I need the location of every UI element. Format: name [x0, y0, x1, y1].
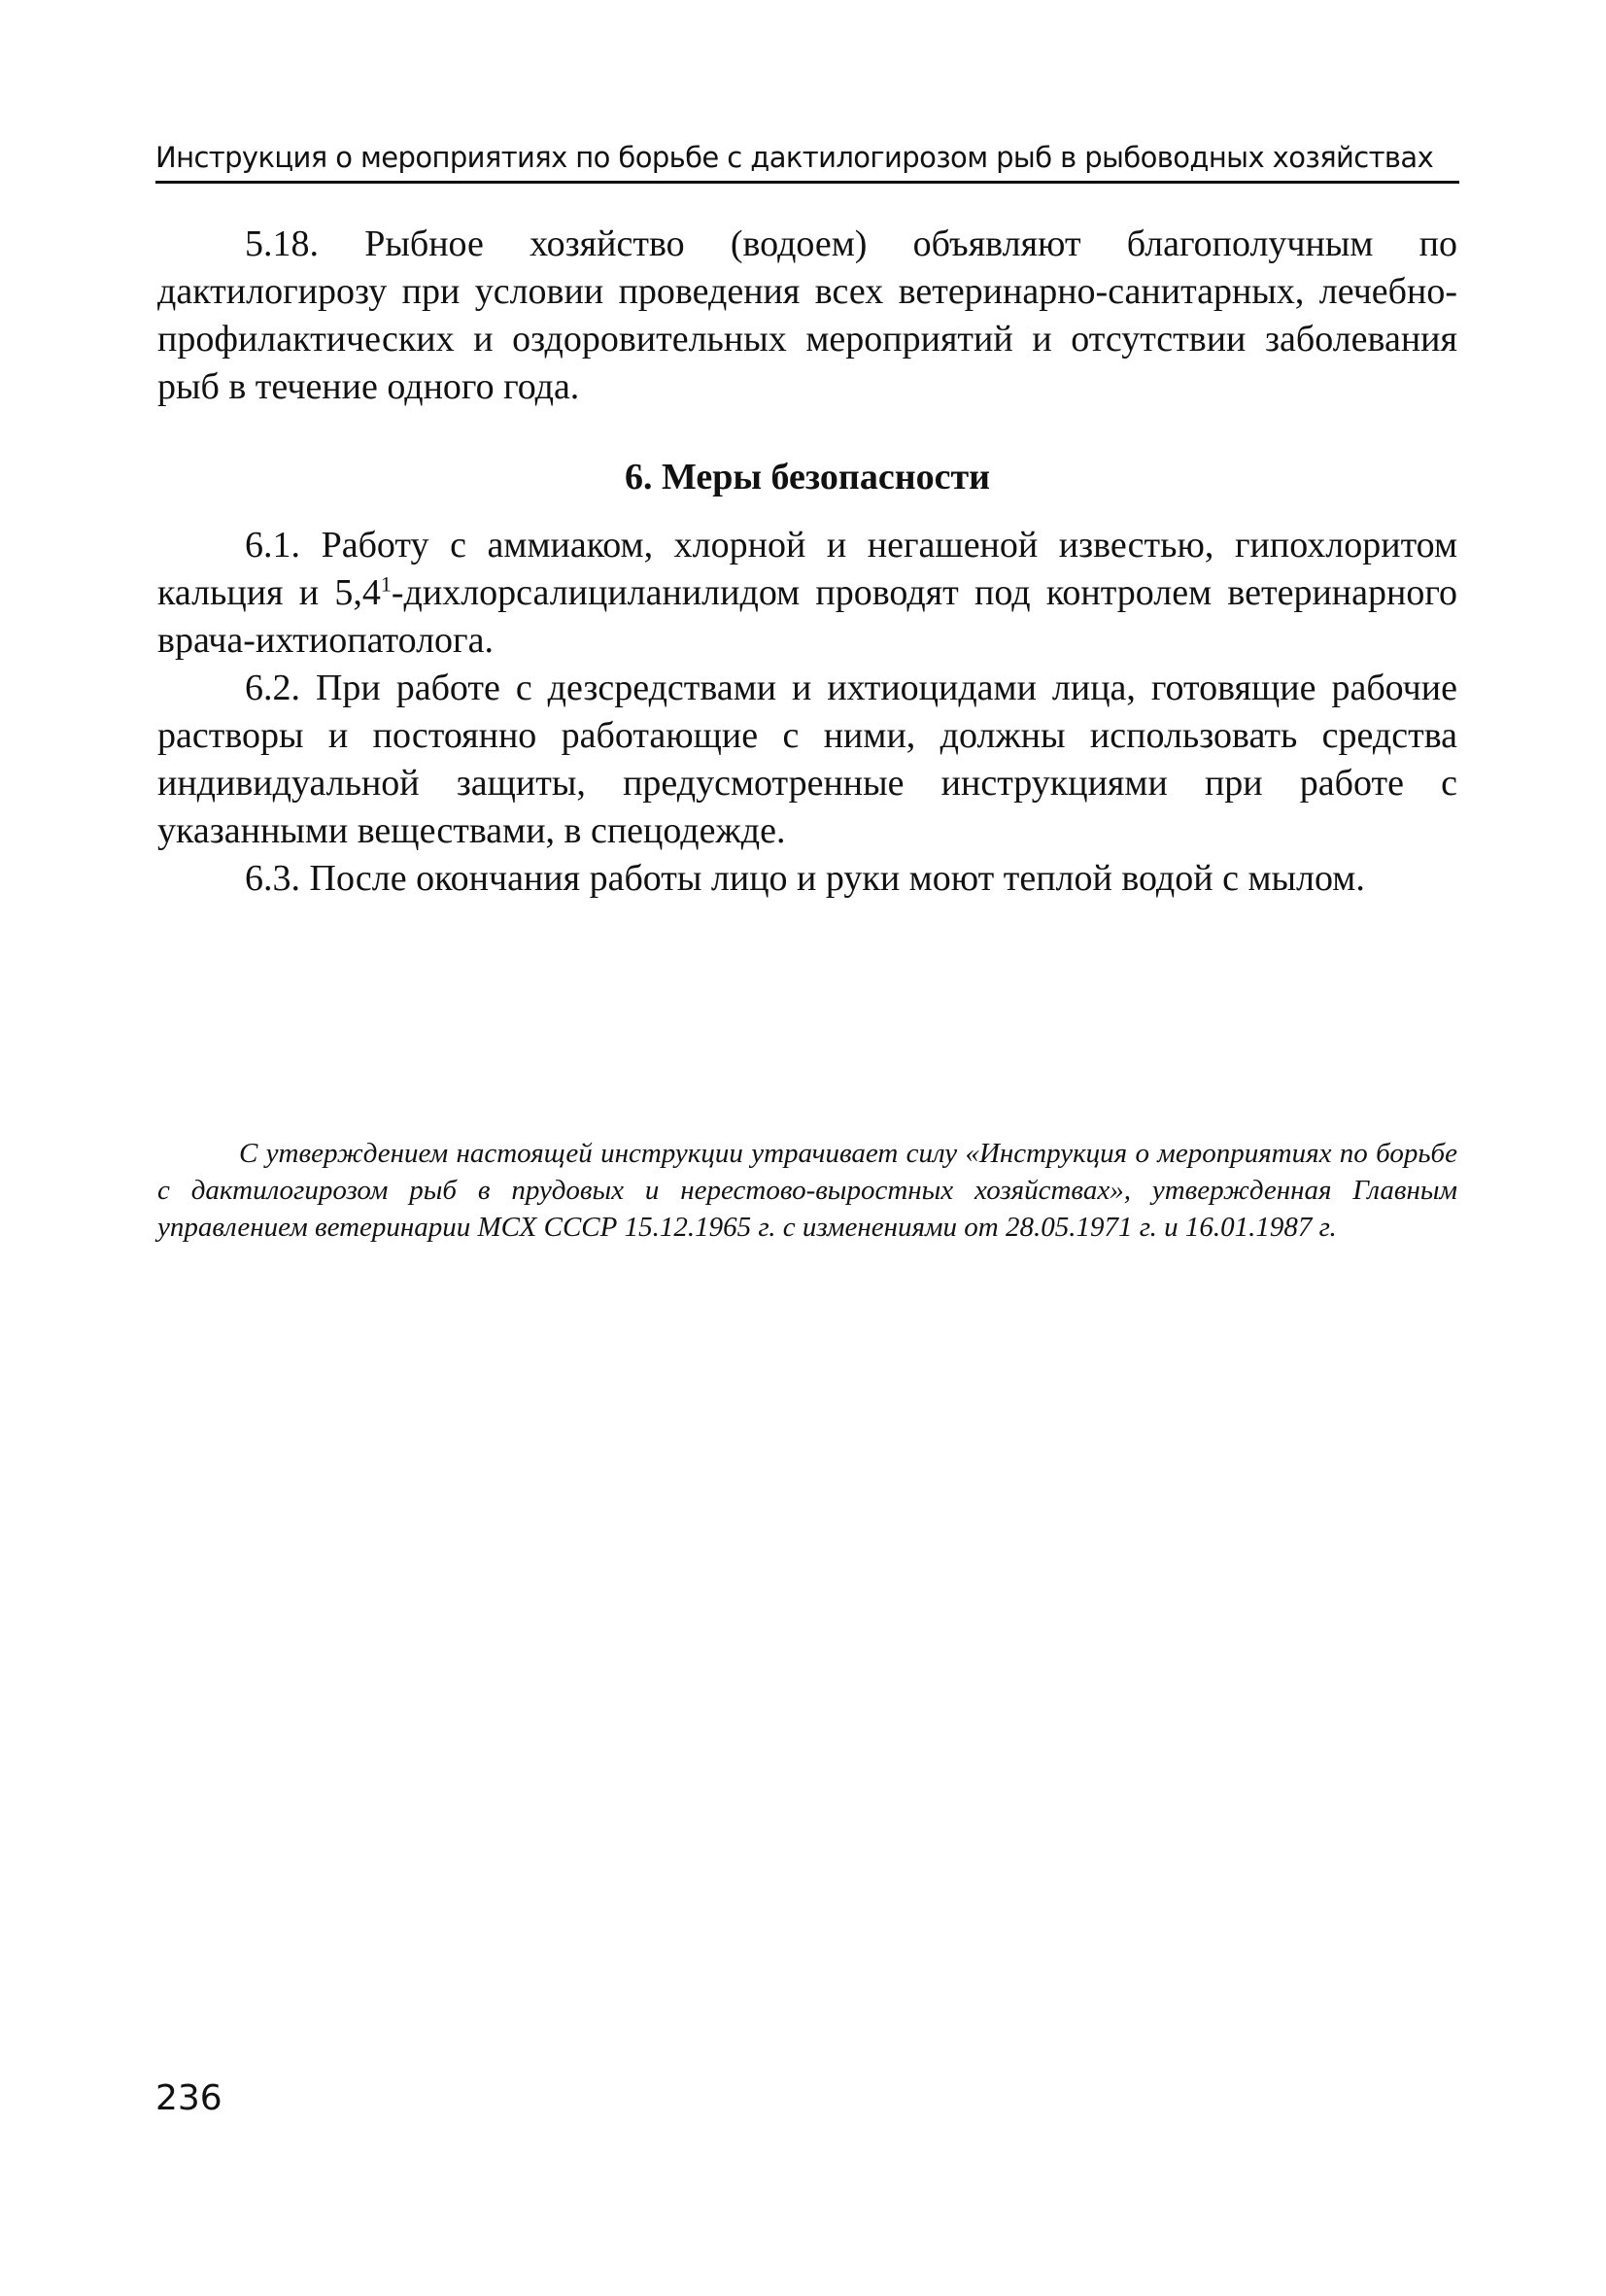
running-header: Инструкция о мероприятиях по борьбе с дактилогирозом рыб в рыбоводных хозяйствах [155, 138, 1459, 184]
section-6-body [157, 522, 1457, 903]
paragraph-6-1-part1: 6.1. Работу с аммиаком, хлорной и негашеной известью, гипохлоритом кальция и 5,4 [157, 525, 1457, 613]
section-6-title: 6. Меры безопасности [624, 457, 991, 497]
page-number: 236 [155, 2078, 222, 2118]
paragraph-5-18 [157, 221, 1457, 411]
paragraph-6-1-superscript: 1 [380, 571, 392, 597]
paragraph-5-18-text: 5.18. Рыбное хозяйство (водоем) объявляют благополучным по дактилогирозу при условии проведения всех ветеринарно-санитарных, лечебно-профилактических и оздоровительных мероприятий и отсутствии заболевания рыб в течение одного года. [157, 223, 1457, 407]
footnote: С утверждением настоящей инструкции утрачивает силу «Инструкция о мероприятиях по борьбе с дактилогирозом рыб в прудовых и нерестово-выростных хозяйствах», утвержденная Главным управлением ветеринарии МСХ СССР 15.12.1965 г. с изменениями от 28.05.1971 г. и 16.01.1987 г. [157, 1138, 1457, 1243]
paragraph-6-1 [157, 522, 1457, 665]
paragraph-6-2: 6.2. При работе с дезсредствами и ихтиоцидами лица, готовящие рабочие растворы и постоянно работающие с ними, должны использовать средства индивидуальной защиты, предусмотренные инструкциями при работе с указанными веществами, в спецодежде. [157, 668, 1457, 851]
paragraph-6-3: 6.3. После окончания работы лицо и руки моют теплой водой с мылом. [245, 858, 1365, 899]
paragraph-6-1-part2: -дихлорсалициланилидом проводят под контролем ветеринарного врача-ихтиопатолога. [157, 572, 1457, 661]
